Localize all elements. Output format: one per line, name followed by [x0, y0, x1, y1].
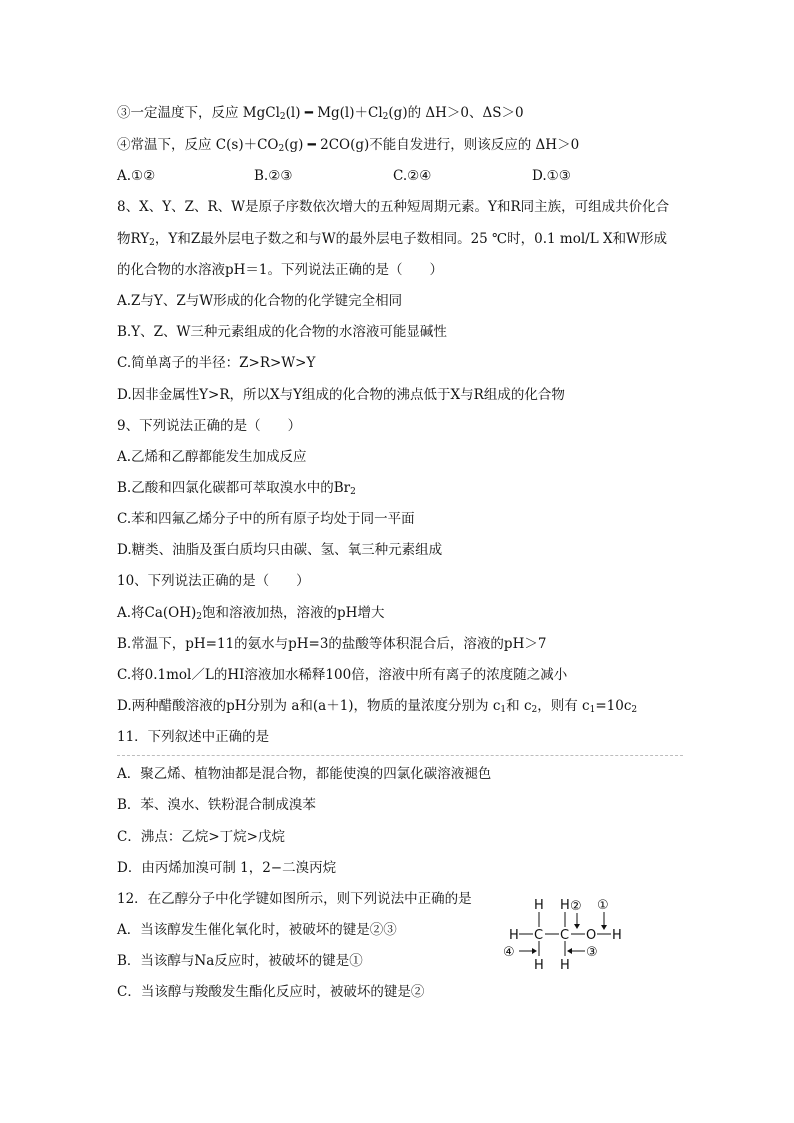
q8-option-c: C.简单离子的半径：Z>R>W>Y	[117, 355, 316, 371]
bond-label-3: ③	[586, 945, 598, 960]
q11-option-a: A．聚乙烯、植物油都是混合物，都能使溴的四氯化碳溶液褪色	[117, 766, 492, 782]
q10-option-c: C.将0.1mol／L的HI溶液加水稀释100倍，溶液中所有离子的浓度随之减小	[117, 667, 568, 683]
atom-c1: C	[534, 928, 544, 943]
bond-label-2: ②	[570, 899, 582, 914]
q9-stem: 9、下列说法正确的是（ ）	[117, 418, 302, 434]
q10-option-b: B.常温下，pH=11的氨水与pH=3的盐酸等体积混合后，溶液的pH＞7	[117, 636, 547, 652]
atom-h-top-2: H	[560, 898, 570, 913]
q9-option-d: D.糖类、油脂及蛋白质均只由碳、氢、氧三种元素组成	[117, 542, 443, 558]
q11-option-c: C．沸点：乙烷>丁烷>戊烷	[117, 829, 285, 845]
q7-option-b: B.②③	[254, 168, 293, 184]
arrow-3-head	[567, 948, 572, 954]
q7-option-d: D.①③	[532, 168, 571, 184]
q9-option-b: B.乙酸和四氯化碳都可萃取溴水中的$Br_2$	[117, 480, 356, 497]
atom-c2: C	[560, 928, 570, 943]
atom-h-right: H	[612, 928, 622, 943]
atom-h-top-1: H	[534, 898, 544, 913]
q10-option-a: A.将$Ca(OH)_2$饱和溶液加热，溶液的pH增大	[117, 605, 385, 622]
section-divider	[117, 755, 683, 756]
q9-option-c: C.苯和四氟乙烯分子中的所有原子均处于同一平面	[117, 511, 415, 527]
q12-option-a: A．当该醇发生催化氧化时，被破坏的键是②③	[117, 922, 397, 938]
q8-option-d: D.因非金属性Y>R，所以X与Y组成的化合物的沸点低于X与R组成的化合物	[117, 387, 565, 403]
bond-label-4: ④	[503, 945, 515, 960]
q10-option-d: D.两种醋酸溶液的pH分别为 a和(a＋1)，物质的量浓度分别为 $c_1$和 $c_2$，则有 $c_1=10c_2$	[117, 698, 638, 715]
atom-h-bottom-2: H	[560, 958, 570, 973]
atom-h-left: H	[509, 928, 519, 943]
q8-stem-line1: 8、X、Y、Z、R、W是原子序数依次增大的五种短周期元素。Y和R同主族，可组成共价化合	[117, 199, 670, 215]
q12-stem: 12．在乙醇分子中化学键如图所示，则下列说法中正确的是	[117, 891, 472, 907]
q7-option-c: C.②④	[393, 168, 432, 184]
atom-o: O	[586, 928, 597, 943]
q11-option-b: B．苯、溴水、铁粉混合制成溴苯	[117, 797, 316, 813]
arrow-4-head	[532, 948, 537, 954]
q11-stem: 11．下列叙述中正确的是	[117, 729, 270, 745]
q12-option-c: C．当该醇与羧酸发生酯化反应时，被破坏的键是②	[117, 984, 425, 1000]
statement-3: ③一定温度下，反应 MgCl$_2$(l) ━ $Mg(l)+Cl_2(g)$的 ΔH＞0、ΔS＞0	[117, 105, 524, 122]
q8-stem-line3: 的化合物的水溶液pH＝1。下列说法正确的是（ ）	[117, 262, 444, 278]
ethanol-structure-diagram	[503, 893, 633, 978]
q8-stem-line2: 物$RY_2$，Y和Z最外层电子数之和与W的最外层电子数相同。25 ℃时，0.1 mol/L X和W形成	[117, 231, 667, 248]
q10-stem: 10、下列说法正确的是（ ）	[117, 573, 310, 589]
bond-label-1: ①	[597, 898, 609, 913]
atom-h-bottom-1: H	[534, 958, 544, 973]
statement-4: ④常温下，反应 $C(s)+CO_2(g)$ ━ 2CO(g)不能自发进行，则该反应的 ΔH＞0	[117, 137, 580, 154]
q11-option-d: D．由丙烯加溴可制 1，2−二溴丙烷	[117, 860, 337, 876]
q9-option-a: A.乙烯和乙醇都能发生加成反应	[117, 449, 307, 465]
q12-option-b: B．当该醇与Na反应时，被破坏的键是①	[117, 953, 363, 969]
q8-option-b: B.Y、Z、W三种元素组成的化合物的水溶液可能显碱性	[117, 324, 447, 340]
arrow-1-head	[601, 925, 607, 930]
arrow-2-head	[574, 924, 580, 929]
q7-option-a: A.①②	[117, 168, 156, 184]
q8-option-a: A.Z与Y、Z与W形成的化合物的化学键完全相同	[117, 293, 403, 309]
